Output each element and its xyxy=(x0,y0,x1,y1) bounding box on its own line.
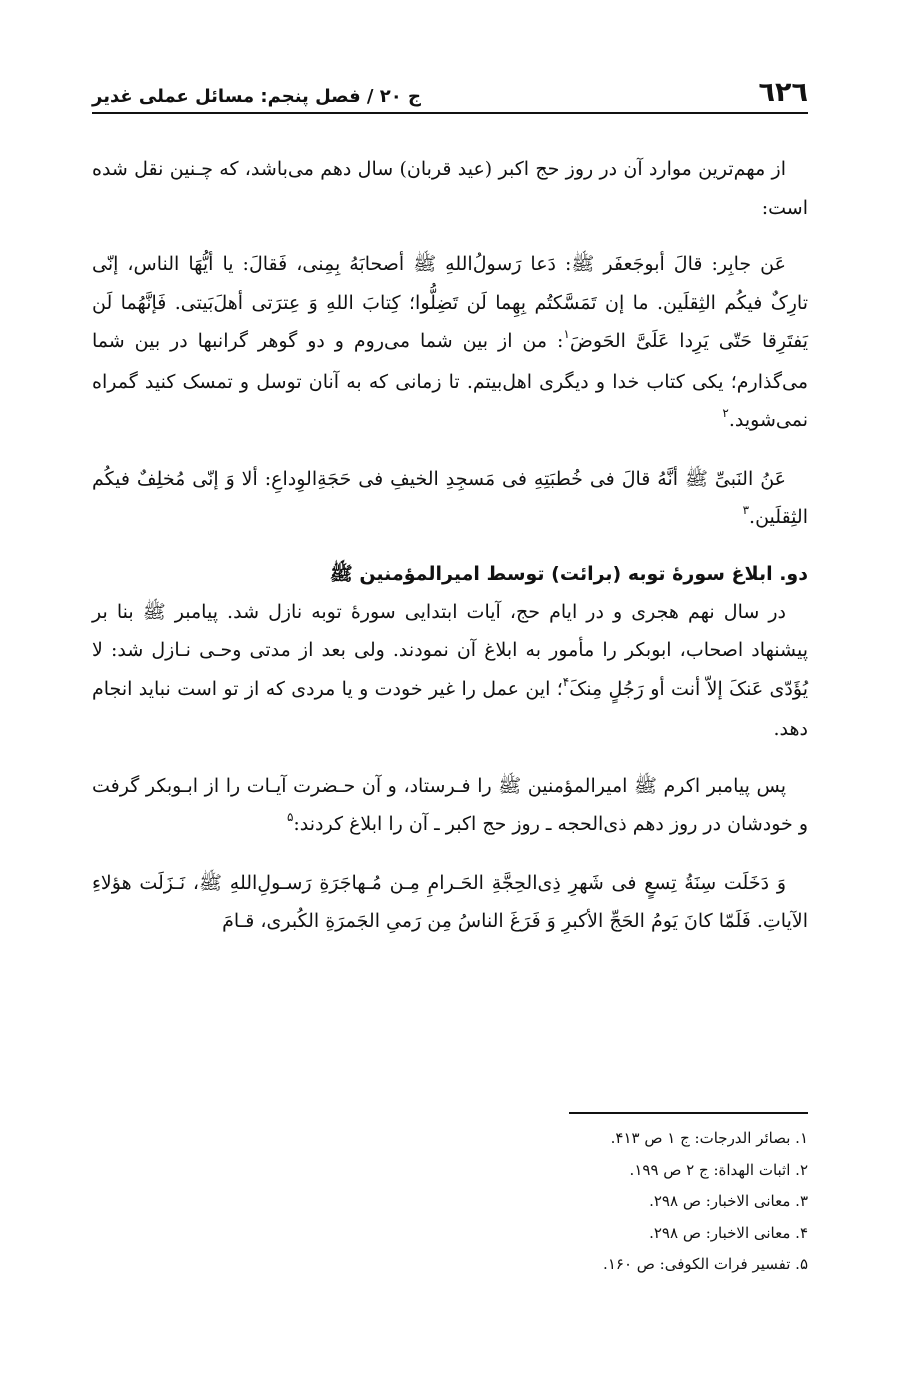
chapter-title: ج ۲۰ / فصل پنجم: مسائل عملی غدیر xyxy=(92,86,422,107)
footnote-item: ۳. معانی الاخبار: ص ۲۹۸. xyxy=(649,1192,808,1210)
hadith-khayf-text: عَنُ النَبیِّ ﷺ أنَّهُ قالَ فی خُطبَتِهِ فی مَسجِدِ الخیفِ فی حَجَةِالوِداعِ: ألا وَ إنّی مُخلِفٌ فیکُم الثِقلَین. xyxy=(92,467,808,528)
hadith-translation-text: : من از بین شما می‌روم و دو گوهر گرانبها در بین شما می‌گذارم؛ یکی کتاب خدا و دیگری اهل‌بیتم. تا زمانی که به آنان توسل و تمسک کنید گمراه نمی‌شوید. xyxy=(92,330,808,431)
hadith-arabic-text: عَن جابِر: قالَ أبوجَعفَر ﷺ: دَعا رَسولُ‌اللهِ ﷺ أصحابَهُ بِمِنی، فَقالَ: یا أیُّهَا الناس، إنّی تارِکٌ فیکُم الثِقلَین. ما إن تَمَسَّکتُم بِهِما لَن تَضِلُّوا؛ کِتابَ اللهِ وَ عِترَتی أهلَ‌بَیتی. فَإنَّهُما لَن یَفتَرِقا حَتّی یَرِدا عَلَیَّ الحَوضَ xyxy=(92,253,808,352)
section-heading: دو. ابلاغ سورهٔ توبه (برائت) توسط امیرالمؤمنین ﷺ xyxy=(329,562,808,585)
footnote-item: ۱. بصائر الدرجات: ج ۱ ص ۴۱۳. xyxy=(610,1129,808,1147)
main-text xyxy=(92,150,808,941)
paragraph-intro-text: از مهم‌ترین موارد آن در روز حج اکبر (عید قربان) سال دهم می‌باشد، که چـنین نقل شده است: xyxy=(92,158,808,219)
paragraph-hadith-thaqalayn xyxy=(92,245,808,442)
paragraph-hadith-khayf xyxy=(92,460,808,539)
footnote-ref-5[interactable]: ۵ xyxy=(286,810,294,824)
footnote-ref-2[interactable]: ۲ xyxy=(722,406,729,420)
footnote-item: ۴. معانی الاخبار: ص ۲۹۸. xyxy=(649,1223,808,1242)
paragraph-intro xyxy=(92,150,808,227)
footnote-item: ۲. اثبات الهداة: ج ۲ ص ۱۹۹. xyxy=(629,1160,808,1179)
footnote-ref-3[interactable]: ۳ xyxy=(742,503,750,517)
paragraph-arabic-narration xyxy=(92,864,808,941)
paragraph-imam-ali-sent-text: پس پیامبر اکرم ﷺ امیرالمؤمنین ﷺ را فـرستاد، و آن حـضرت آیـات را از ابـوبکر گرفت و خودشان در روز دهم ذی‌الحجه ـ روز حج اکبر ـ آن را ابلاغ کردند: xyxy=(92,774,808,835)
paragraph-imam-ali-sent xyxy=(92,767,808,846)
page-number: ٦٢٦ xyxy=(758,77,808,108)
running-header xyxy=(92,68,808,114)
paragraph-surah-tawbah-text: در سال نهم هجری و در ایام حج، آیات ابتدایی سورهٔ توبه نازل شد. پیامبر ﷺ بنا بر پیشنهاد اصحاب، ابوبکر را مأمور به ابلاغ آن نمودند. ولی بعد از مدتی وحـی نـازل شد: لا یُؤَدّی عَنکَ إلاّ أنت أو رَجُلٍ مِنکَ xyxy=(92,600,808,700)
footnotes-list xyxy=(92,1123,808,1281)
footnote-ref-4[interactable]: ۴ xyxy=(562,674,570,689)
paragraph-surah-tawbah-continuation: ؛ این عمل را غیر خودت و یا مردی که از تو است نباید انجام دهد. xyxy=(92,677,808,740)
footnote-divider xyxy=(569,1112,808,1114)
paragraph-surah-tawbah xyxy=(92,593,808,749)
footnote-ref-1[interactable]: ۱ xyxy=(563,327,570,341)
arabic-narration-text: وَ دَخَلَت سِنَةُ تِسعٍ فی شَهرِ ذِی‌الحِجَّةِ الحَـرامِ مِـن مُـهاجَرَةِ رَسـولِ‌اللهِ ﷺ، نَـزَلَت هؤلاءِ الآیاتِ. فَلَمّا کانَ یَومُ الحَجِّ الأکبرِ وَ فَرَغَ الناسُ مِن رَمیِ الجَمرَةِ الکُبری، قـامَ xyxy=(92,871,808,932)
footnote-item: ۵. تفسیر فرات الکوفی: ص ۱۶۰. xyxy=(603,1255,808,1273)
